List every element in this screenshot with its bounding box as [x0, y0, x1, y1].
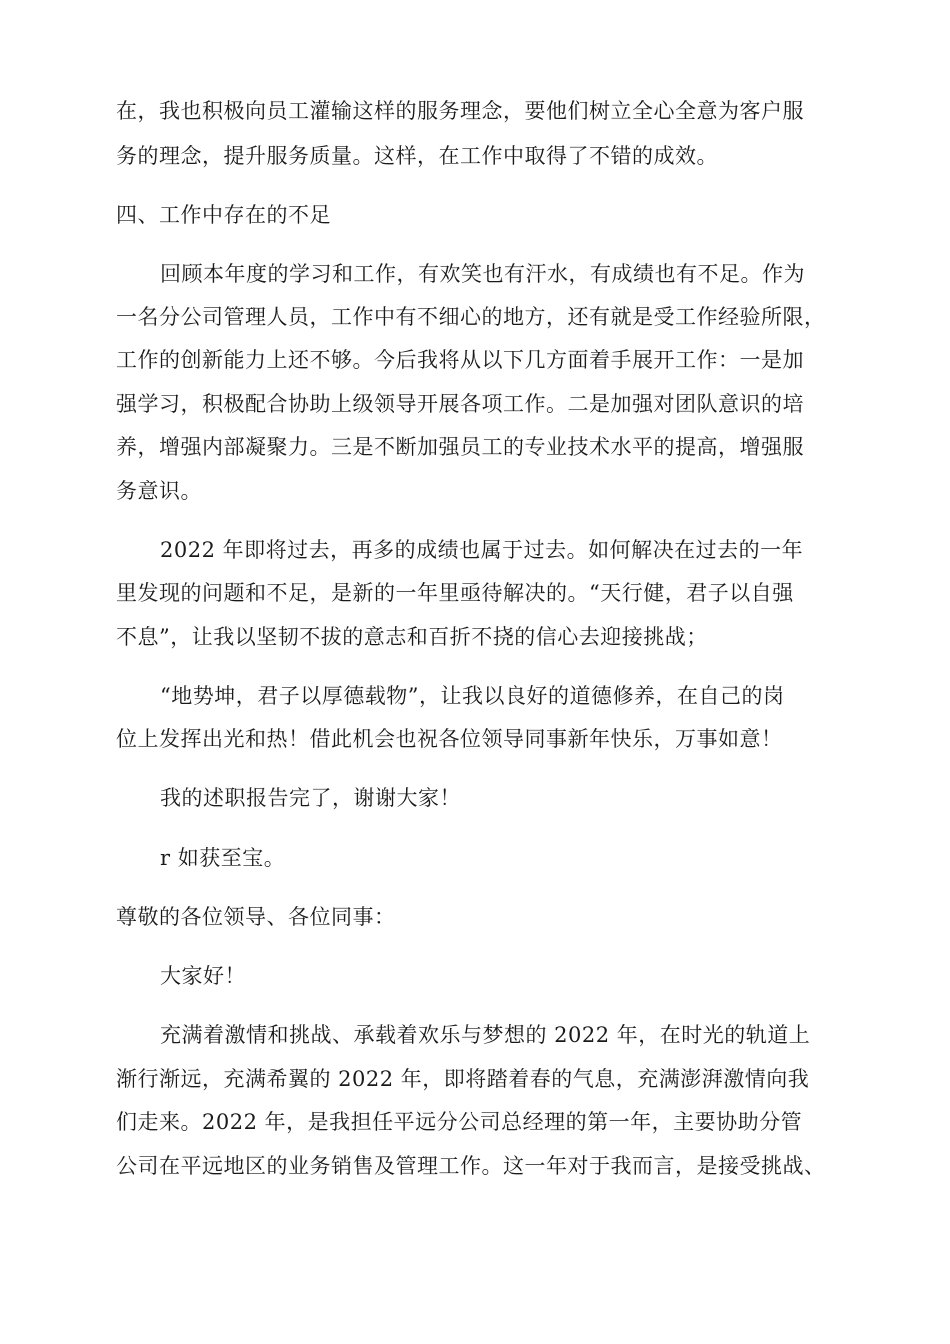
body-text-line: 强学习，积极配合协助上级领导开展各项工作。二是加强对团队意识的培 [116, 392, 804, 416]
body-text-line: 2022 年即将过去，再多的成绩也属于过去。如何解决在过去的一年 [160, 538, 804, 562]
body-text-line: 回顾本年度的学习和工作，有欢笑也有汗水，有成绩也有不足。作为 [160, 262, 805, 286]
greeting: 大家好！ [160, 964, 246, 988]
body-text-line: 务意识。 [116, 479, 202, 503]
body-text-line: 务的理念，提升服务质量。这样，在工作中取得了不错的成效。 [116, 144, 718, 168]
body-text-line: 位上发挥出光和热！借此机会也祝各位领导同事新年快乐，万事如意！ [116, 727, 783, 751]
body-text-line: 们走来。2022 年，是我担任平远分公司总经理的第一年，主要协助分管 [116, 1110, 803, 1134]
body-text-line: “地势坤，君子以厚德载物”，让我以良好的道德修养，在自己的岗 [160, 684, 785, 708]
body-text-line: 一名分公司管理人员，工作中有不细心的地方，还有就是受工作经验所限， [116, 305, 826, 329]
body-text-line: 工作的创新能力上还不够。今后我将从以下几方面着手展开工作：一是加 [116, 348, 804, 372]
body-text-line: 公司在平远地区的业务销售及管理工作。这一年对于我而言，是接受挑战、 [116, 1154, 826, 1178]
body-text-line: 养，增强内部凝聚力。三是不断加强员工的专业技术水平的提高，增强服 [116, 435, 804, 459]
body-text-line: 充满着激情和挑战、承载着欢乐与梦想的 2022 年，在时光的轨道上 [160, 1023, 811, 1047]
body-text-line: 在，我也积极向员工灌输这样的服务理念，要他们树立全心全意为客户服 [116, 99, 804, 123]
body-text-line: 里发现的问题和不足，是新的一年里亟待解决的。“天行健，君子以自强 [116, 581, 794, 605]
body-text-line: r 如获至宝。 [160, 846, 286, 870]
section-heading: 四、工作中存在的不足 [116, 203, 331, 227]
body-text-line: 我的述职报告完了，谢谢大家！ [160, 786, 461, 810]
body-text-line: 不息”，让我以坚韧不拔的意志和百折不挠的信心去迎接挑战； [116, 625, 708, 649]
salutation: 尊敬的各位领导、各位同事： [116, 905, 396, 929]
body-text-line: 渐行渐远，充满希翼的 2022 年，即将踏着春的气息，充满澎湃激情向我 [116, 1067, 810, 1091]
